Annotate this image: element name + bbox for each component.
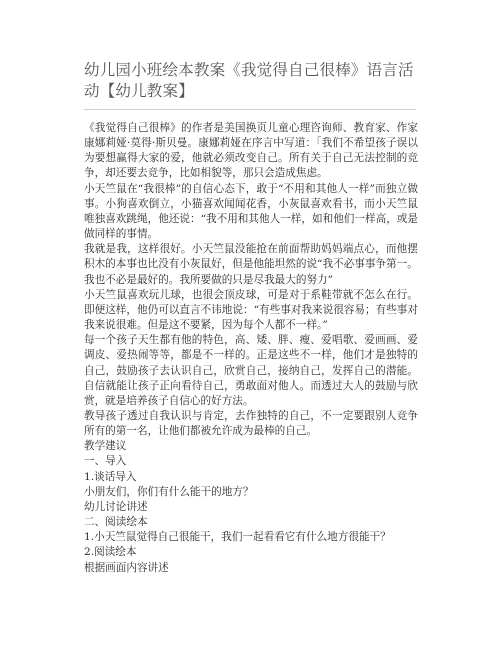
heading-introduction: 一、导入 <box>84 455 127 468</box>
paragraph-teach-children: 教导孩子透过自我认识与肯定，去作独特的自己，不一定要跟别人竞争所有的第一名，让他们都被允许成为最棒的自己。 <box>84 409 418 438</box>
step-talk-introduction: 1.谈话导入 <box>84 470 137 483</box>
paragraph-every-child-unique: 每一个孩子天生都有他的特色，高、矮、胖、瘦、爱唱歌、爱画画、爱调皮、爱热闹等等，都是不一样的。正是这些不一样，他们才是独特的自己，鼓励孩子去认识自己，欣赏自己，接纳自己，发挥自己的潜能。自信就能让孩子正向看待自己，勇敢面对他人。而透过大人的鼓励与欣赏，就是培养孩子自信心的好方法。 <box>84 334 418 407</box>
heading-teaching-suggestions: 教学建议 <box>84 440 127 453</box>
document-title: 幼儿园小班绘本教案《我觉得自己很棒》语言活动【幼儿教案】 <box>84 61 414 100</box>
question-what-can-you-do: 小朋友们，你们有什么能干的地方？ <box>84 485 254 498</box>
paragraph-i-am-me: 我就是我，这样很好。小天竺鼠没能抢在前面帮助妈妈端点心，而他摆积木的本事也比没有小灰鼠好，但是他能坦然的说“我不必事事争第一。 <box>84 243 418 271</box>
paragraph-ball-and-shoelaces: 小天竺鼠喜欢玩儿球，也很会顶皮球，可是对于系鞋带就不怎么在行。即便这样，他仍可以直言不讳地说：“有些事对我来说很容易；有些事对我来说很难。但是这不要紧，因为每个人都不一样。” <box>84 288 418 332</box>
paragraph-intro: 《我觉得自己很棒》的作者是美国换页儿童心理咨询师、教育家、作家康娜莉娅·莫得·斯贝曼。康娜莉娅在序言中写道：「我们不希望孩子误以为要想赢得大家的爱，他就必须改变自己。所有关于自己无法控制的竞争，却还要去竞争，比如相貌等，那只会造成焦虑。 <box>84 122 418 180</box>
paragraph-best-effort: 我也不必是最好的。我所要做的只是尽我最大的努力” <box>84 273 334 286</box>
step-guinea-pig-capable: 1.小天竺鼠觉得自己很能干，我们一起看看它有什么地方很能干？ <box>84 531 391 544</box>
text-children-discuss: 幼儿讨论讲述 <box>84 500 148 513</box>
step-read-picture-book: 2.阅读绘本 <box>84 546 137 559</box>
heading-read-picture-book: 二、阅读绘本 <box>84 516 148 529</box>
text-narrate-by-pictures: 根据画面内容讲述 <box>84 561 169 574</box>
title-divider <box>84 109 416 110</box>
paragraph-guinea-pig-confidence: 小天竺鼠在“我很棒”的自信心态下，敢于“不用和其他人一样”而独立做事。小狗喜欢倒立，小猫喜欢闻闻花香，小灰鼠喜欢看书，而小天竺鼠唯独喜欢跳绳，他还说：“我不用和其他人一样，如和他们一样高，或是做同样的事情。 <box>84 182 418 241</box>
document-body <box>84 121 418 576</box>
